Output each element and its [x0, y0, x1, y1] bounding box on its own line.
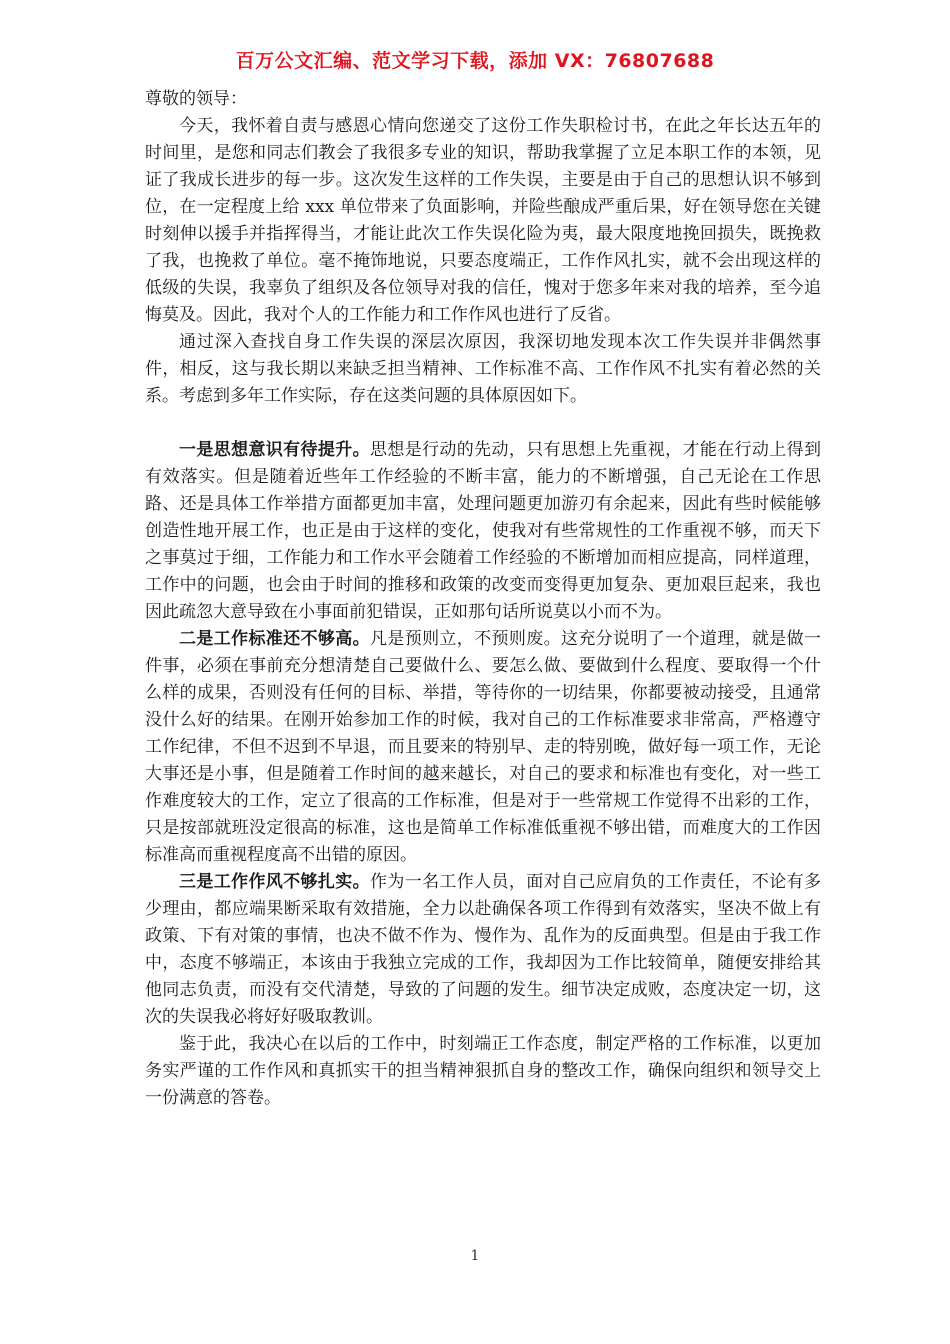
- paragraph-point-one: [145, 437, 821, 626]
- paragraph-cause-analysis: [145, 329, 821, 410]
- point-heading: 一是思想意识有待提升。: [179, 440, 370, 460]
- paragraph-conclusion: [145, 1031, 821, 1112]
- salutation: 尊敬的领导：: [145, 89, 247, 109]
- paragraph-text: 思想是行动的先动，只有思想上先重视，才能在行动上得到有效落实。但是随着近些年工作经验的不断丰富，能力的不断增强，自己无论在工作思路、还是具体工作举措方面都更加丰富，处理问题更加游刃有余起来，因此有些时候能够创造性地开展工作，也正是由于这样的变化，使我对有些常规性的工作重视不够，而天下之事莫过于细，工作能力和工作水平会随着工作经验的不断增加而相应提高，同样道理，工作中的问题，也会由于时间的推移和政策的改变而变得更加复杂、更加艰巨起来，我也因此疏忽大意导致在小事面前犯错误，正如那句话所说莫以小而不为。: [145, 440, 822, 622]
- paragraph-text: 通过深入查找自身工作失误的深层次原因，我深切地发现本次工作失误并非偶然事件，相反，这与我长期以来缺乏担当精神、工作标准不高、工作作风不扎实有着必然的关系。考虑到多年工作实际，存在这类问题的具体原因如下。: [145, 332, 821, 406]
- paragraph-text: 鉴于此，我决心在以后的工作中，时刻端正工作态度，制定严格的工作标准，以更加务实严谨的工作作风和真抓实干的担当精神狠抓自身的整改工作，确保向组织和领导交上一份满意的答卷。: [145, 1034, 821, 1108]
- paragraph-point-two: [145, 626, 821, 869]
- paragraph-text: 凡是预则立，不预则废。这充分说明了一个道理，就是做一件事，必须在事前充分想清楚自己要做什么、要怎么做、要做到什么程度、要取得一个什么样的成果，否则没有任何的目标、举措，等待你的一切结果，你都要被动接受，且通常没什么好的结果。在刚开始参加工作的时候，我对自己的工作标准要求非常高，严格遵守工作纪律，不但不迟到不早退，而且要来的特别早、走的特别晚，做好每一项工作，无论大事还是小事，但是随着工作时间的越来越长，对自己的要求和标准也有变化，对一些工作难度较大的工作，定立了很高的工作标准，但是对于一些常规工作觉得不出彩的工作，只是按部就班没定很高的标准，这也是简单工作标准低重视不够出错，而难度大的工作因标准高而重视程度高不出错的原因。: [145, 629, 822, 865]
- document-body: [145, 86, 821, 1112]
- watermark-banner: 百万公文汇编、范文学习下载，添加 VX：76807688: [235, 50, 715, 72]
- paragraph-text: 今天，我怀着自责与感恩心情向您递交了这份工作失职检讨书，在此之年长达五年的时间里，是您和同志们教会了我很多专业的知识，帮助我掌握了立足本职工作的本领，见证了我成长进步的每一步。这次发生这样的工作失误，主要是由于自己的思想认识不够到位，在一定程度上给 xxx 单位带来了负面影响，并险些酿成严重后果，好在领导您在关键时刻伸以援手并指挥得当，才能让此次工作失误化险为夷，最大限度地挽回损失，既挽救了我，也挽救了单位。毫不掩饰地说，只要态度端正，工作作风扎实，就不会出现这样的低级的失误，我辜负了组织及各位领导对我的信任，愧对于您多年来对我的培养，至今追悔莫及。因此，我对个人的工作能力和工作作风也进行了反省。: [145, 116, 821, 325]
- point-heading: 三是工作作风不够扎实。: [179, 872, 370, 892]
- paragraph-point-three: [145, 869, 821, 1031]
- page-number: 1: [470, 1248, 480, 1264]
- paragraph-intro: [145, 113, 821, 329]
- paragraph-text: 作为一名工作人员，面对自己应肩负的工作责任，不论有多少理由，都应端果断采取有效措施，全力以赴确保各项工作得到有效落实，坚决不做上有政策、下有对策的事情，也决不做不作为、慢作为、乱作为的反面典型。但是由于我工作中，态度不够端正，本该由于我独立完成的工作，我却因为工作比较简单，随便安排给其他同志负责，而没有交代清楚，导致的了问题的发生。细节决定成败，态度决定一切，这次的失误我必将好好吸取教训。: [145, 872, 822, 1027]
- point-heading: 二是工作标准还不够高。: [179, 629, 370, 649]
